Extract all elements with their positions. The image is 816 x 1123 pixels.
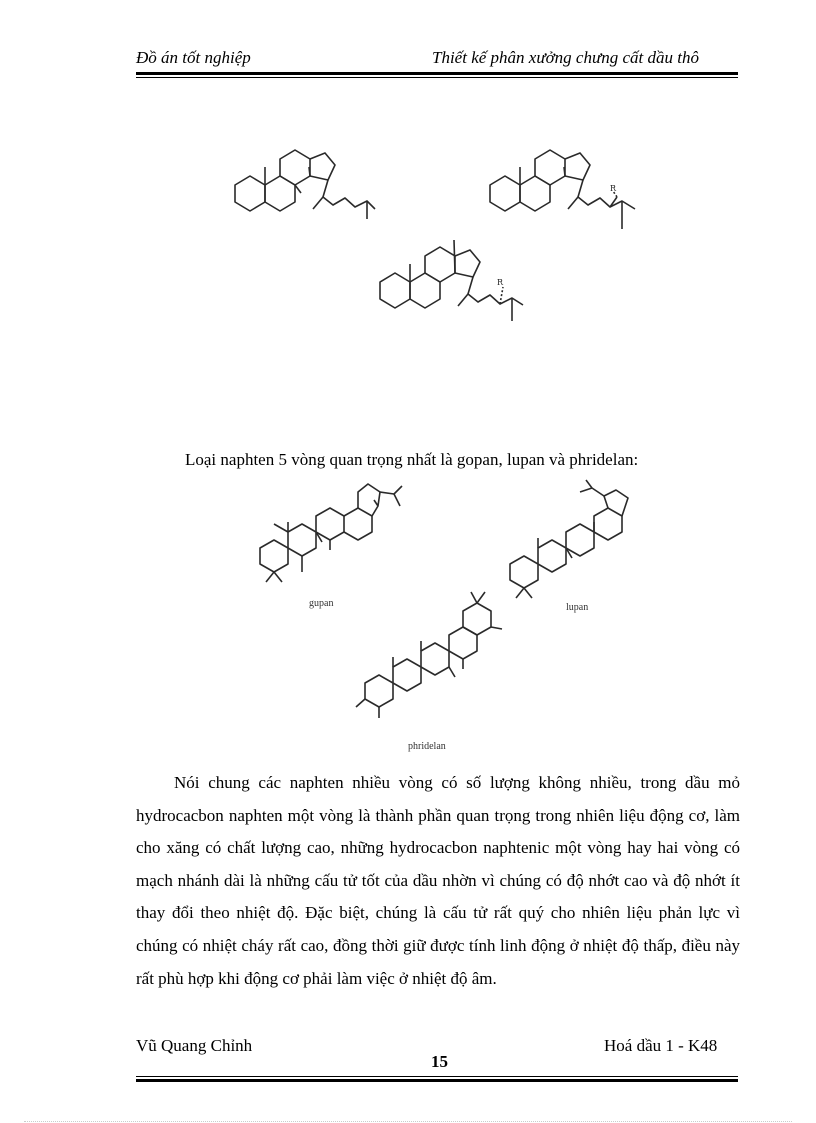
label-gupan: gupan [309, 598, 334, 609]
phridelan-structure [356, 592, 502, 718]
steroid-structure-2 [490, 150, 635, 229]
label-lupan: lupan [566, 602, 589, 613]
figure-caption: Loại naphten 5 vòng quan trọng nhất là gopan, lupan và phridelan: [185, 450, 639, 469]
page-edge-dotted-line [24, 1121, 792, 1122]
header-rule-thick [136, 72, 738, 75]
gopan-structure [260, 484, 402, 582]
body-paragraph: Nói chung các naphten nhiều vòng có số lượng không nhiều, trong dầu mỏ hydrocacbon naphten một vòng là thành phần quan trọng trong nhiên liệu động cơ, làm cho xăng có chất lượng cao, những hydrocacbon naphtenic một vòng hay hai vòng có mạch nhánh dài là những cấu tử tốt của dầu nhờn vì chúng có độ nhớt cao và độ nhớt ít thay đổi theo nhiệt độ. Đặc biệt, chúng là cấu tử rất quý cho nhiên liệu phản lực vì chúng có nhiệt cháy rất cao, đồng thời giữ được tính linh động ở nhiệt độ thấp, điều này rất phù hợp khi động cơ phải làm việc ở nhiệt độ âm. [136, 773, 740, 988]
page-number: 15 [431, 1052, 448, 1071]
header-left: Đồ án tốt nghiệp [136, 48, 251, 67]
label-phridelan: phridelan [408, 741, 446, 752]
header-right: Thiết kế phân xưởng chưng cất dầu thô [432, 48, 699, 67]
steroid-structure-3 [380, 240, 523, 321]
substituent-label: R [497, 278, 504, 287]
footer-author: Vũ Quang Chỉnh [136, 1036, 253, 1055]
footer-rule-thick [136, 1079, 738, 1082]
substituent-label: R [610, 184, 617, 193]
footer-class: Hoá dầu 1 - K48 [604, 1036, 718, 1055]
steroid-structure-1 [235, 150, 375, 219]
header-rule-thin [136, 77, 738, 78]
pentacyclic-structures-figure [240, 478, 660, 758]
footer-rule-thin [136, 1076, 738, 1077]
lupan-structure [510, 480, 628, 598]
steroid-structures-figure [225, 145, 655, 355]
